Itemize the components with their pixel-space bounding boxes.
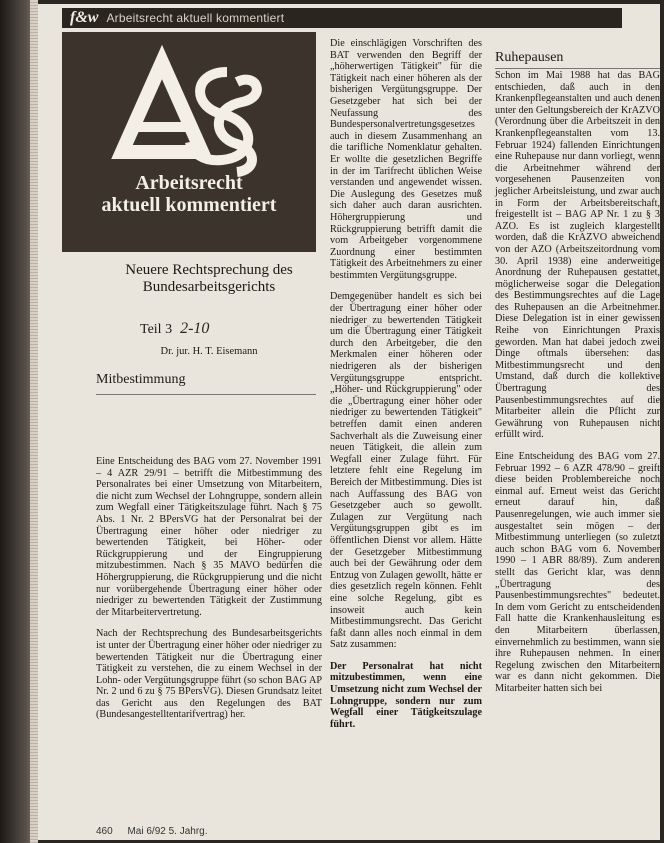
paragraph: Eine Entscheidung des BAG vom 27. November 1991 – 4 AZR 29/91 – betrifft die Mitbestimmung des Personalrates bei einer Umsetzung von Mitarbeitern, die nicht zum Wechsel der Lohngruppe, sondern allein zum Wegfall einer Tätigkeitszulage führt. Nach § 75 Abs. 1 Nr. 2 BPersVG hat der Personalrat bei der Übertragung einer höher oder niedriger zu bewertenden Tätigkeit, bei Höher- oder Rückgruppierung und der Eingruppierung mitzubestimmen. Nach § 35 MAVO bedürfen die Höhergruppierung, die Rückgruppierung und die nicht nur vorübergehende Übertragung einer höher oder niedriger zu bewertenden Tätigkeit der Zustimmung der Mitarbeitervertretung. [96,456,322,618]
column-3 [495,70,660,704]
paragraph: Nach der Rechtsprechung des Bundesarbeitsgerichts ist unter der Übertragung einer höher oder niedriger zu bewertenden Tätigkeit nur die Übertragung einer Tätigkeit zu verstehen, die zu einem Wechsel in der Lohn- oder Vergütungsgruppe führt (so schon BAG AP Nr. 2 und 6 zu § 75 BPersVG). Diesen Grundsatz leitet das Gericht aus den Regelungen des BAT (Bundesangestelltentarifvertrag) her. [96,628,322,721]
column-2 [330,38,482,740]
handwritten-note: 2-10 [180,320,210,337]
column-1 [96,456,322,731]
article-title: Neuere Rechtsprechung des Bundesarbeitsgerichts [125,262,293,295]
paragraph: Die einschlägigen Vorschriften des BAT verwenden den Begriff der „höherwertigen Tätigkeit" für die Tätigkeit nach einer höheren als der bisherigen Vergütungsgruppe. Der Gesetzgeber hat sich bei der Neufassung des Bundespersonalvertretungsgesetzes auch in diesem Zusammenhang an die tarifliche Nomenklatur gehalten. Er wollte die gesetzlichen Begriffe in der im Tarifrecht üblichen Weise verstanden und angewendet wissen. Die Auslegung des Gesetzes muß sich daher auch daran ausrichten. Höhergruppierung und Rückgruppierung betrifft damit die vom Arbeitgeber vorgenommene Zuordnung einer bestimmten Tätigkeit des Arbeitnehmers zu einer bestimmten Vergütungsgruppe. [330,38,482,281]
paragraph: Eine Entscheidung des BAG vom 27. Februar 1992 – 6 AZR 478/90 – greift diese beiden Problembereiche noch einmal auf. Erneut weist das Gericht erneut darauf hin, daß Pausenregelungen, wie auch immer sie ausgestaltet sein mögen – der Mitbestimmung unterliegen (so zuletzt auch schon BAG vom 6. November 1990 – 1 ABR 88/89). Zum anderen stellt das Gericht klar, was denn „Übertragung des Pausenbestimmungsrechtes" bedeutet. In dem vom Gericht zu entscheidenden Fall hatte die Krankenhausleitung es den Mitarbeitern überlassen, einvernehmlich zu bestimmen, wann sie ihre Ruhepausen nehmen. In einer Regelung zwischen den Mitarbeitern war es dann nicht gekommen. Die Mitarbeiter hatten sich bei [495,451,660,694]
paragraph: Schon im Mai 1988 hat das BAG entschieden, daß auch in den Krankenpflegeanstalten und auch denen unter den Geltungsbereich der KrAZVO (Verordnung über die Arbeitszeit in den Krankenpflegeanstalten vom 13. Februar 1924) fallenden Einrichtungen eine Ruhepause nur dann vorliegt, wenn die Arbeitnehmer während der vorgesehenen Pausenzeiten von jeglicher Arbeitsleistung, und zwar auch in Form der Arbeitsbereitschaft, freigestellt ist – BAG AP Nr. 1 zu § 3 AZO. Es ist zugleich klargestellt worden, daß die KrAZVO abweichend von der AZO (Arbeitszeitordnung vom 30. April 1938) eine anderweitige Anordnung der Ruhepausen gestattet, möglicherweise sogar die Delegation des Bestimmungsrechtes auf die Lage des Ruhepausen an die Arbeitnehmer. Diese Delegation ist in einer gewissen Reihe von Einrichtungen Praxis geworden. Man hat dabei jedoch zwei Dinge oftmals übersehen: das Mitbestimmungsrecht und den Umstand, daß durch die kollektive Übertragung des Pausenbestimmungsrechtes auf die Mitarbeiter allein die Pflicht zur Gewährung von Ruhepausen nicht erfüllt wird. [495,70,660,441]
section-logo-box [62,32,316,252]
issue-info: Mai 6/92 5. Jahrg. [127,826,208,837]
page-edge [30,0,38,843]
logo-title: Arbeitsrecht aktuell kommentiert [101,172,277,216]
article-author: Dr. jur. H. T. Eisemann [160,346,258,357]
section-heading-ruhepausen: Ruhepausen [495,50,564,65]
section-divider [96,394,316,395]
paragraph-symbol-icon [72,42,306,242]
paragraph: Demgegenüber handelt es sich bei der Übertragung einer höher oder niedriger zu bewertenden Tätigkeit um die Übertragung einer Tätigkeit durch den Arbeitgeber, die den Merkmalen einer höheren oder niedrigeren als der bisherigen Vergütungsgruppe entspricht. „Höher- und Rückgruppierung" oder die „Übertragung einer höher oder niedriger zu bewertenden Tätigkeit" betreffen damit einen anderen Sachverhalt als die Zuweisung einer neuen Tätigkeit, die allein zum Wegfall einer Zulage führt. Für letztere fehlt eine Regelung im Bereich der Mitbestimmung. Dies ist nach Auffassung des BAG von Gesetzgeber auch so gewollt. Zulagen zur Vergütung nach Vergütungsgruppen gibt es im öffentlichen Dienst vor allem. Hätte der Gesetzgeber Mitbestimmung auch bei der Gewährung oder dem Entzug von Zulagen gewollt, hätte er dies gesetzlich regeln können. Fehlt eine solche Regelung, gibt es insoweit auch kein Mitbestimmungsrecht. Das Gericht faßt dann alles noch einmal in dem Satz zusammen: [330,291,482,651]
page-footer [96,826,208,837]
paragraph-bold: Der Personalrat hat nicht mitzubestimmen, wenn eine Umsetzung nicht zum Wechsel der Lohngruppe, sondern nur zum Wegfall einer Tätigkeitszulage führt. [330,660,482,730]
header-title: Arbeitsrecht aktuell kommentiert [106,11,285,25]
page-number: 460 [96,826,113,837]
publisher-logo: f&w [70,9,99,26]
section-divider [495,68,660,69]
article-part: Teil 3 2-10 [140,320,210,337]
page-header [62,8,622,28]
section-heading-mitbestimmung: Mitbestimmung [96,372,186,387]
